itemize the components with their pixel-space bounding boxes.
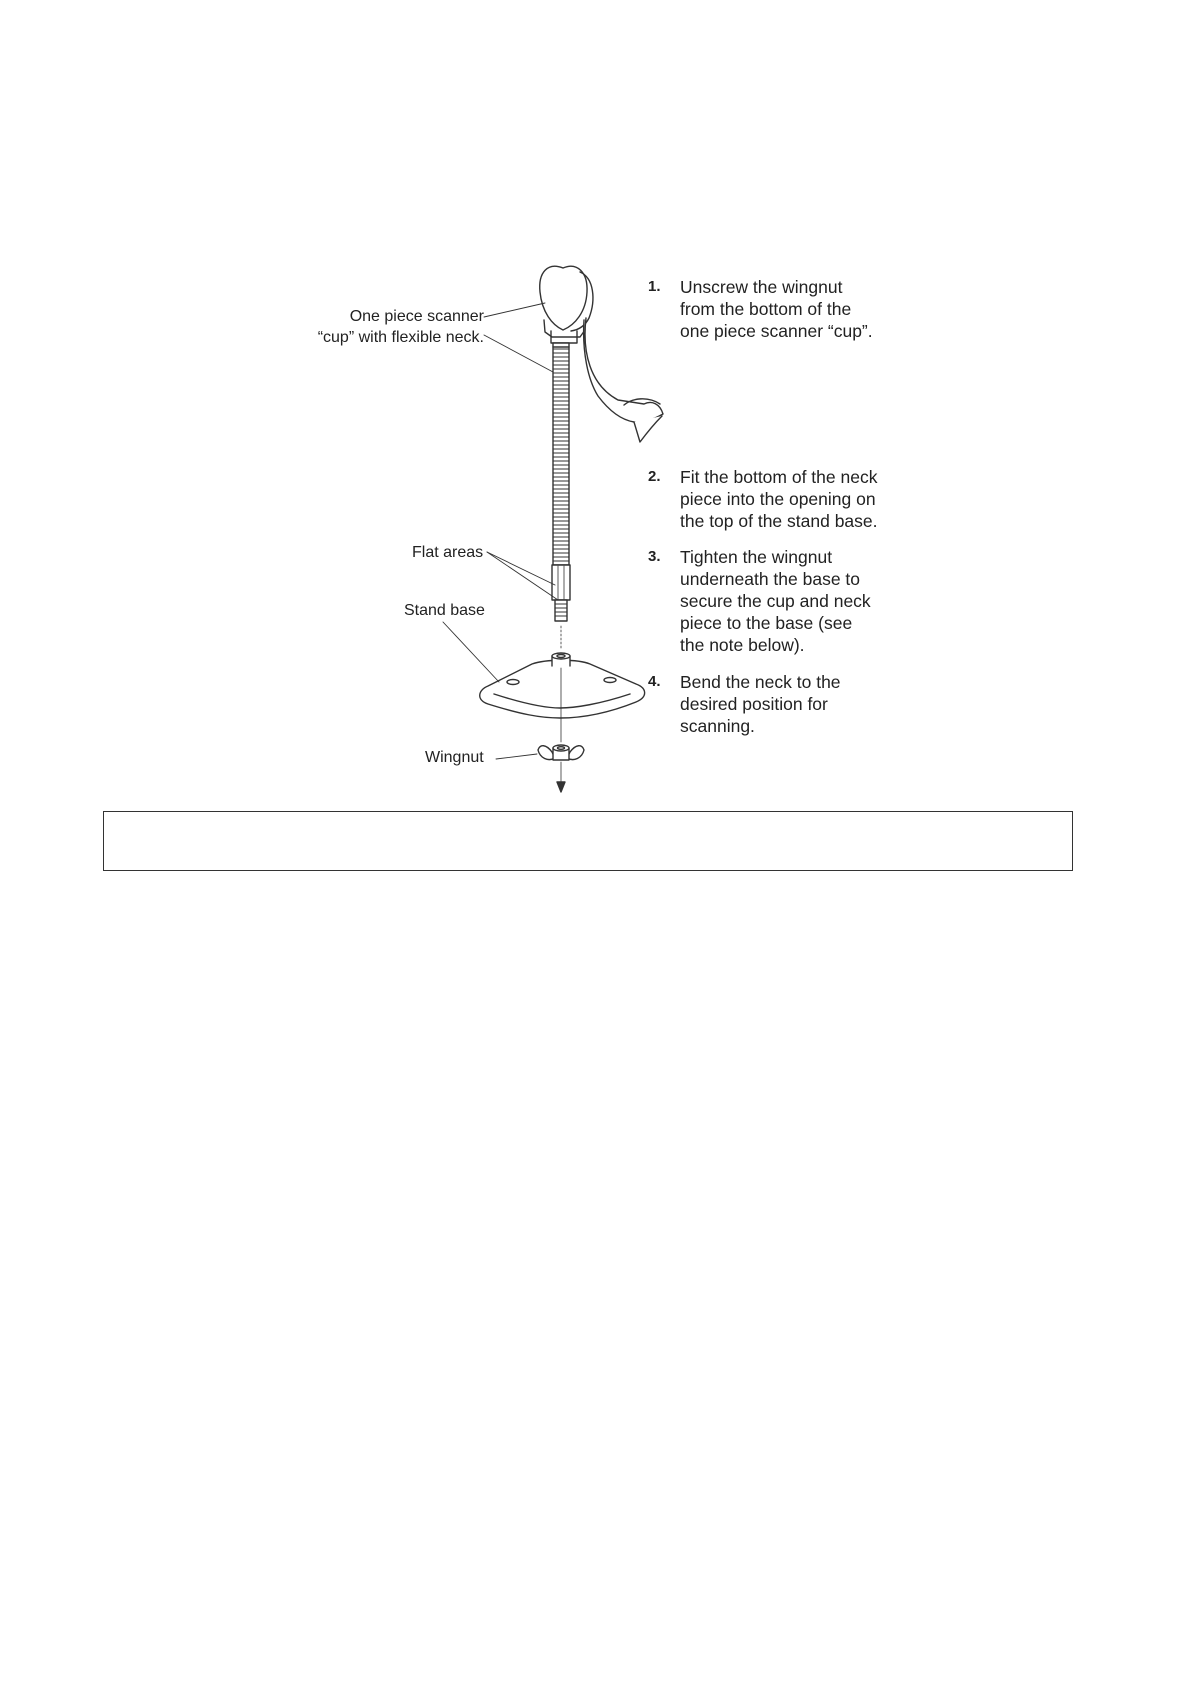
step-2-line-3: the top of the stand base. [680,511,878,531]
step-4-line-2: desired position for [680,694,828,714]
step-2-number: 2. [648,468,661,485]
wingnut-callout-label: Wingnut [425,749,484,766]
down-arrow-icon [557,782,565,792]
cup-callout-line-1: One piece scanner [349,308,484,325]
step-4-line-1: Bend the neck to the [680,672,841,692]
step-3-line-4: piece to the base (see [680,613,853,633]
step-4-text [680,671,920,737]
step-1-line-2: from the bottom of the [680,299,852,319]
step-4-number: 4. [648,673,661,690]
note-box [103,811,1073,871]
step-1-text [680,276,920,342]
step-1-line-3: one piece scanner “cup”. [680,321,873,341]
wingnut [538,745,584,760]
flexible-neck [552,343,570,621]
step-4-line-3: scanning. [680,716,755,736]
step-3-line-3: secure the cup and neck [680,591,871,611]
step-3-number: 3. [648,548,661,565]
step-1-line-1: Unscrew the wingnut [680,277,843,297]
step-2-line-2: piece into the opening on [680,489,876,509]
step-2-text [680,466,920,532]
step-3-line-1: Tighten the wingnut [680,547,833,567]
flat-areas-callout-label: Flat areas [412,544,484,561]
step-3-line-2: underneath the base to [680,569,861,589]
stand-base-callout-label: Stand base [404,602,485,619]
cup-callout-label [290,306,484,348]
step-3-text [680,546,920,656]
step-2-line-1: Fit the bottom of the neck [680,467,878,487]
step-3-line-5: the note below). [680,635,805,655]
stand-base [480,653,645,718]
cup-callout-line-2: “cup” with flexible neck. [317,329,484,346]
step-1-number: 1. [648,278,661,295]
